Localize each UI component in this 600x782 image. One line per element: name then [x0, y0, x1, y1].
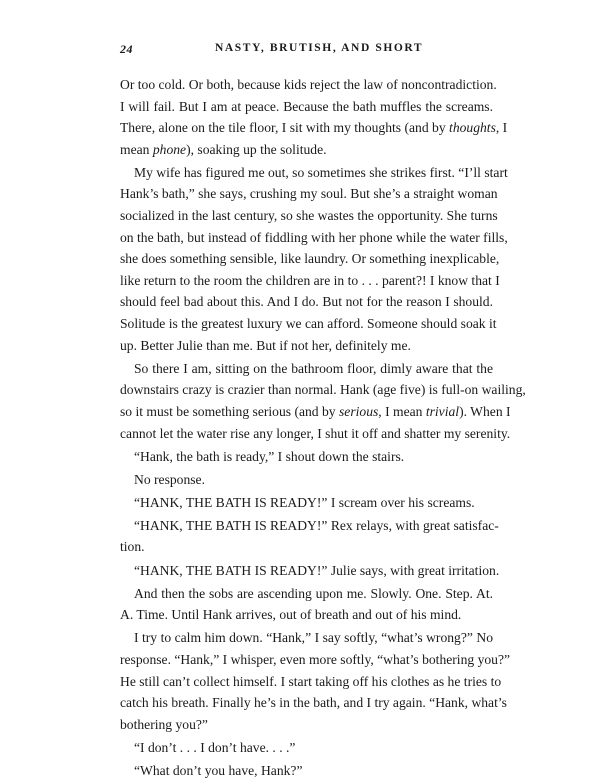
text-line: response. “Hank,” I whisper, even more softly, “what’s bothering you?” [120, 651, 511, 667]
text-line: I will fail. But I am at peace. Because the bath muffles the screams. [120, 98, 493, 114]
text-line: socialized in the last century, so she wastes the opportunity. She turns [120, 208, 498, 224]
text-line: “Hank, the bath is ready,” I shout down the stairs. [134, 448, 405, 464]
text-line: she does something sensible, like laundry. Or something inexplicable, [120, 251, 500, 267]
text-line: Solitude is the greatest luxury we can afford. Someone should soak it [120, 316, 497, 332]
text-line: catch his breath. Finally he’s in the bath, and I try again. “Hank, what’s [120, 695, 507, 711]
page-number: 24 [120, 42, 133, 56]
text-line: Hank’s bath,” she says, crushing my soul. But she’s a straight woman [120, 186, 498, 202]
text-line: “What don’t you have, Hank?” [134, 762, 303, 778]
text-line: like return to the room the children are in to . . . parent?! I know that I [120, 272, 500, 288]
text-line: “HANK, THE BATH IS READY!” Julie says, with great irritation. [134, 562, 500, 578]
text-line: A. Time. Until Hank arrives, out of breath and out of his mind. [120, 607, 462, 623]
text-line: so it must be something serious (and by serious, I mean trivial). When I [120, 403, 511, 419]
text-line: My wife has figured me out, so sometimes she strikes first. “I’ll start [134, 164, 508, 180]
text-line: should feel bad about this. And I do. But not for the reason I should. [120, 294, 493, 310]
running-head [120, 42, 493, 58]
text-line: He still can’t collect himself. I start taking off his clothes as he tries to [120, 673, 502, 689]
text-line: “HANK, THE BATH IS READY!” I scream over his screams. [134, 494, 475, 510]
text-line: bothering you?” [120, 716, 208, 732]
text-line: So there I am, sitting on the bathroom floor, dimly aware that the [134, 360, 493, 376]
text-line: There, alone on the tile floor, I sit with my thoughts (and by thoughts, I [120, 120, 508, 136]
book-title: NASTY, BRUTISH, AND SHORT [215, 42, 424, 54]
text-line: And then the sobs are ascending upon me. Slowly. One. Step. At. [134, 585, 493, 601]
text-line: I try to calm him down. “Hank,” I say softly, “what’s wrong?” No [134, 630, 493, 646]
text-line: Or too cold. Or both, because kids reject the law of noncontradiction. [120, 77, 497, 92]
text-line: mean phone), soaking up the solitude. [120, 141, 327, 157]
text-line: “HANK, THE BATH IS READY!” Rex relays, with great satisfac- [134, 517, 499, 533]
text-line: tion. [120, 539, 145, 555]
text-line: on the bath, but instead of fiddling with her phone while the water fills, [120, 229, 508, 245]
text-line: No response. [134, 471, 205, 487]
text-line: “I don’t . . . I don’t have. . . .” [134, 739, 296, 755]
body-text [120, 74, 526, 782]
text-line: up. Better Julie than me. But if not her, definitely me. [120, 337, 411, 353]
text-line: downstairs crazy is crazier than normal. Hank (age five) is full-on wailing, [120, 382, 526, 398]
text-line: cannot let the water rise any longer, I shut it off and shatter my serenity. [120, 425, 511, 441]
